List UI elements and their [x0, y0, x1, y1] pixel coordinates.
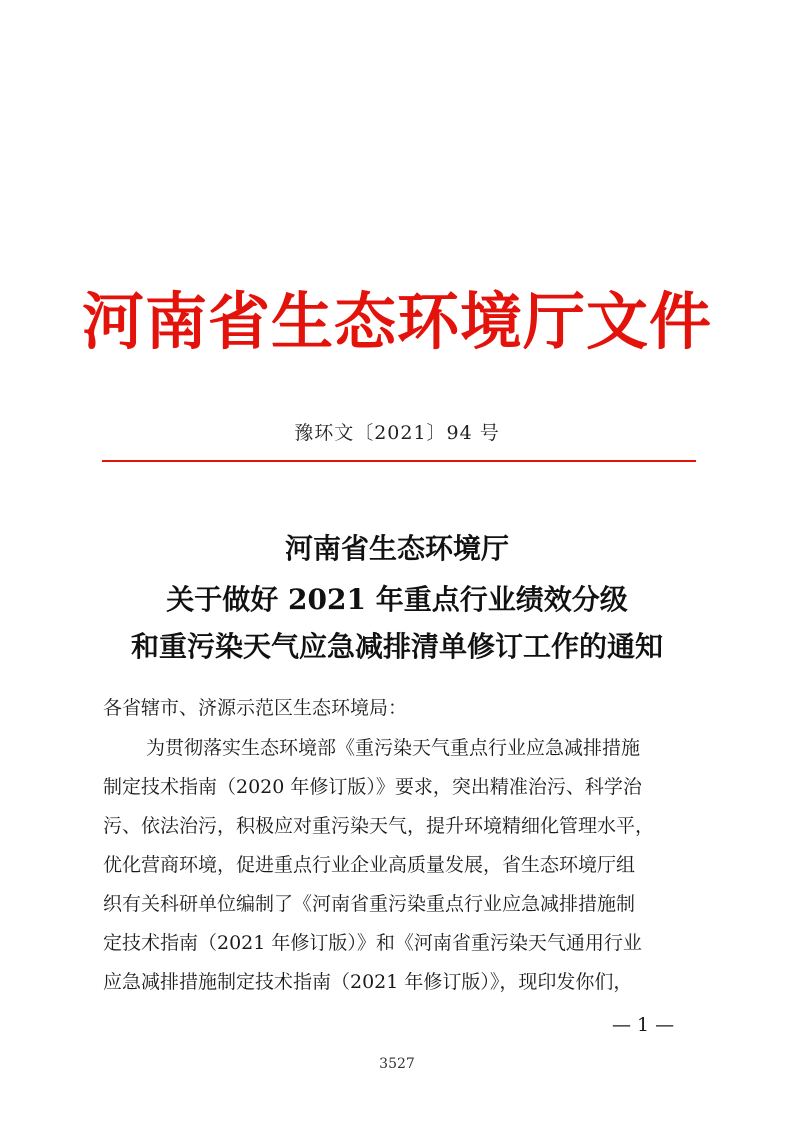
red-divider-line [102, 460, 696, 462]
document-number: 豫环文〔2021〕94 号 [294, 422, 500, 444]
body-text-line: 定技术指南（2021 年修订版）》和《河南省重污染天气通用行业 [103, 932, 642, 954]
notice-title-line-3: 和重污染天气应急减排清单修订工作的通知 [130, 630, 663, 663]
salutation: 各省辖市、济源示范区生态环境局： [103, 697, 408, 719]
body-text-line: 为贯彻落实生态环境部《重污染天气重点行业应急减排措施 [146, 737, 641, 759]
body-text-line: 应急减排措施制定技术指南（2021 年修订版）》，现印发你们， [103, 971, 633, 993]
issuer-masthead: 河南省生态环境厅文件 [81, 285, 712, 358]
body-text-line: 优化营商环境，促进重点行业企业高质量发展，省生态环境厅组 [103, 854, 636, 876]
notice-title-line-2: 关于做好 2021 年重点行业绩效分级 [166, 583, 628, 616]
archive-number: 3527 [379, 1056, 415, 1072]
body-text-line: 织有关科研单位编制了《河南省重污染重点行业应急减排措施制 [103, 893, 636, 915]
page-number: — 1 — [612, 1014, 675, 1036]
notice-title-line-1: 河南省生态环境厅 [284, 532, 509, 565]
body-text-line: 制定技术指南（2020 年修订版）》要求，突出精准治污、科学治 [103, 776, 642, 798]
body-text-line: 污、依法治污，积极应对重污染天气，提升环境精细化管理水平， [103, 815, 655, 837]
